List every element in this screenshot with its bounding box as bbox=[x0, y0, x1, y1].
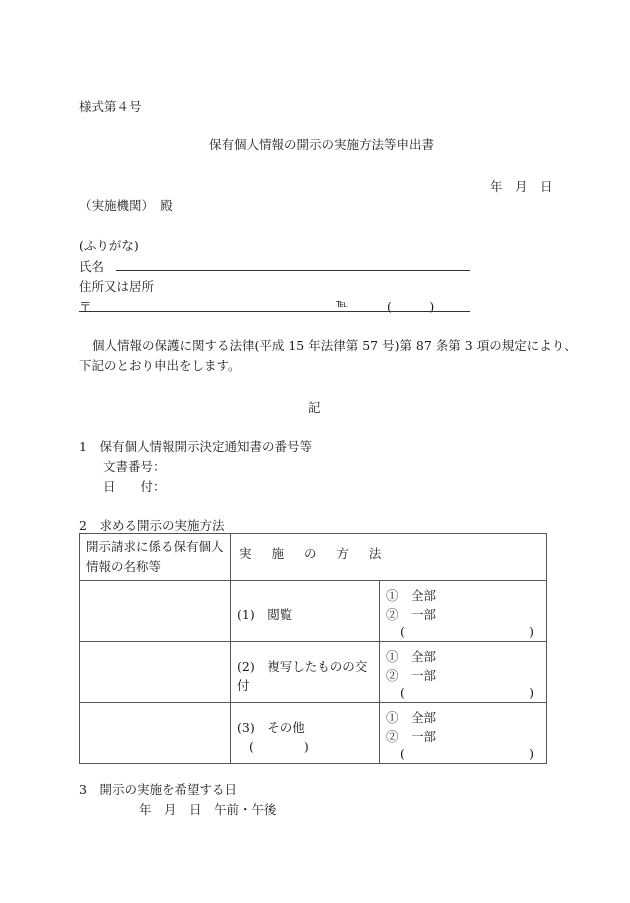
info-name-cell[interactable] bbox=[80, 642, 231, 703]
form-number: 様式第４号 bbox=[79, 99, 142, 114]
table-row bbox=[80, 642, 547, 703]
section1-heading: 1 保有個人情報開示決定通知書の番号等 bbox=[79, 439, 312, 454]
doc-number-label: 文書番号： bbox=[103, 459, 166, 474]
option-all[interactable]: ① 全部 bbox=[386, 710, 437, 725]
section2-heading: 2 求める開示の実施方法 bbox=[79, 518, 225, 533]
header-method-cell bbox=[231, 534, 547, 581]
info-name-cell[interactable] bbox=[80, 581, 231, 642]
paren-close: ) bbox=[529, 685, 534, 700]
postal-mark: 〒 bbox=[79, 299, 92, 314]
method-label-cont: 付 bbox=[237, 678, 250, 693]
desired-date-line: 年 月 日 午前・午後 bbox=[139, 802, 277, 817]
paren-open: ( bbox=[400, 624, 405, 639]
tel-label: ℡ bbox=[336, 297, 348, 310]
scope-cell-2 bbox=[380, 642, 547, 703]
header-name-line2: 情報の名称等 bbox=[86, 559, 162, 574]
scope-cell-3 bbox=[380, 703, 547, 764]
paren-open: ( bbox=[400, 746, 405, 761]
info-name-cell[interactable] bbox=[80, 703, 231, 764]
doc-date-label: 日 付： bbox=[103, 479, 166, 494]
option-part[interactable]: ② 一部 bbox=[386, 607, 437, 622]
paren-open: ( bbox=[400, 685, 405, 700]
name-label: 氏名 bbox=[79, 259, 105, 274]
ki-mark: 記 bbox=[308, 400, 321, 415]
method-label: (1) 閲覧 bbox=[237, 607, 293, 622]
tel-parens: ( ) bbox=[387, 299, 435, 314]
method-label: (3) その他 bbox=[237, 720, 305, 735]
name-underline bbox=[116, 270, 470, 271]
header-name-cell bbox=[80, 534, 231, 581]
section3-heading: 3 開示の実施を希望する日 bbox=[79, 782, 237, 797]
header-name-line1: 開示請求に係る保有個人 bbox=[86, 539, 224, 554]
paren-close: ) bbox=[529, 746, 534, 761]
form-title: 保有個人情報の開示の実施方法等申出書 bbox=[209, 137, 435, 152]
address-underline bbox=[79, 311, 470, 312]
paren-close: ) bbox=[529, 624, 534, 639]
option-part[interactable]: ② 一部 bbox=[386, 729, 437, 744]
body-text-line1: 個人情報の保護に関する法律(平成 15 年法律第 57 号)第 87 条第 3 項の規定により、 bbox=[92, 338, 577, 353]
scope-cell-1 bbox=[380, 581, 547, 642]
table-header-row bbox=[80, 534, 547, 581]
address-label: 住所又は居所 bbox=[79, 279, 155, 294]
table-row bbox=[80, 703, 547, 764]
method-label: (2) 複写したものの交 bbox=[237, 659, 368, 674]
method-cell-1 bbox=[231, 581, 380, 642]
date-line: 年 月 日 bbox=[490, 179, 553, 194]
method-cell-2 bbox=[231, 642, 380, 703]
option-all[interactable]: ① 全部 bbox=[386, 588, 437, 603]
furigana-label: (ふりがな) bbox=[79, 238, 139, 253]
method-table bbox=[79, 533, 547, 764]
method-cell-3 bbox=[231, 703, 380, 764]
table-row bbox=[80, 581, 547, 642]
option-all[interactable]: ① 全部 bbox=[386, 649, 437, 664]
body-text-line2: 下記のとおり申出をします。 bbox=[79, 358, 241, 373]
addressee: （実施機関） 殿 bbox=[79, 198, 173, 213]
method-other-parens: ( ) bbox=[249, 739, 309, 754]
header-method-label: 実 施 の 方 法 bbox=[239, 546, 390, 561]
option-part[interactable]: ② 一部 bbox=[386, 668, 437, 683]
